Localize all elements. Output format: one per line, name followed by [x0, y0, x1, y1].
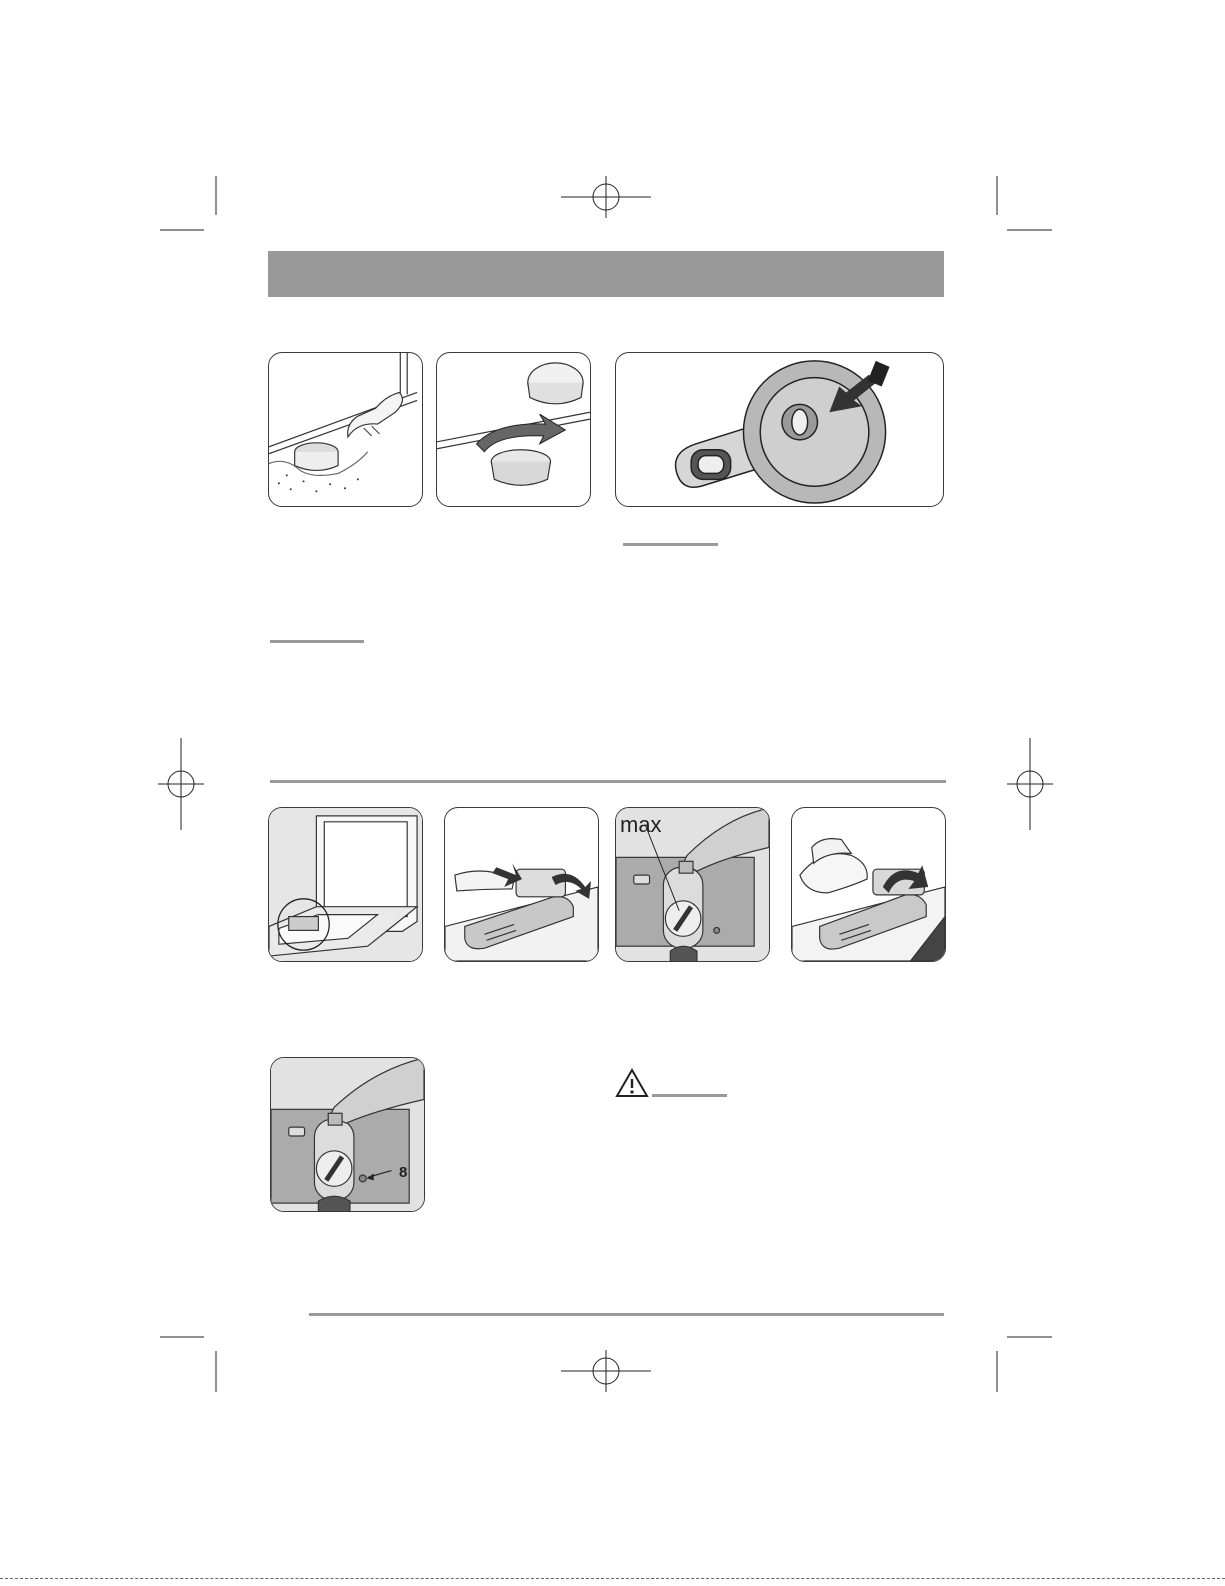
max-level-label: max: [620, 812, 662, 837]
figure-salt-spill: [268, 352, 423, 507]
registration-mark-icon: [1007, 738, 1053, 830]
figure-dispenser-open: [444, 807, 599, 962]
figure-rinse-aid-wipe: [791, 807, 946, 962]
footer-rule: [309, 1313, 944, 1316]
header-bar: [268, 251, 944, 297]
registration-mark-icon: [158, 738, 204, 830]
figure-rinse-aid-fill: [615, 807, 770, 962]
figure-dishwasher-open: [268, 807, 423, 962]
indicator-label: 8: [399, 1164, 408, 1181]
figure-rinse-aid-indicator: [270, 1057, 425, 1212]
figure-salt-cap-closeup: [615, 352, 944, 507]
figure-salt-cap: [436, 352, 591, 507]
registration-mark-icon: [561, 176, 651, 218]
registration-mark-icon: [561, 1350, 651, 1392]
warning-rule: [652, 1094, 727, 1097]
section-rule: [270, 640, 364, 643]
section-rule: [623, 543, 718, 546]
section-divider: [270, 780, 946, 783]
warning-triangle-icon: [615, 1068, 649, 1098]
